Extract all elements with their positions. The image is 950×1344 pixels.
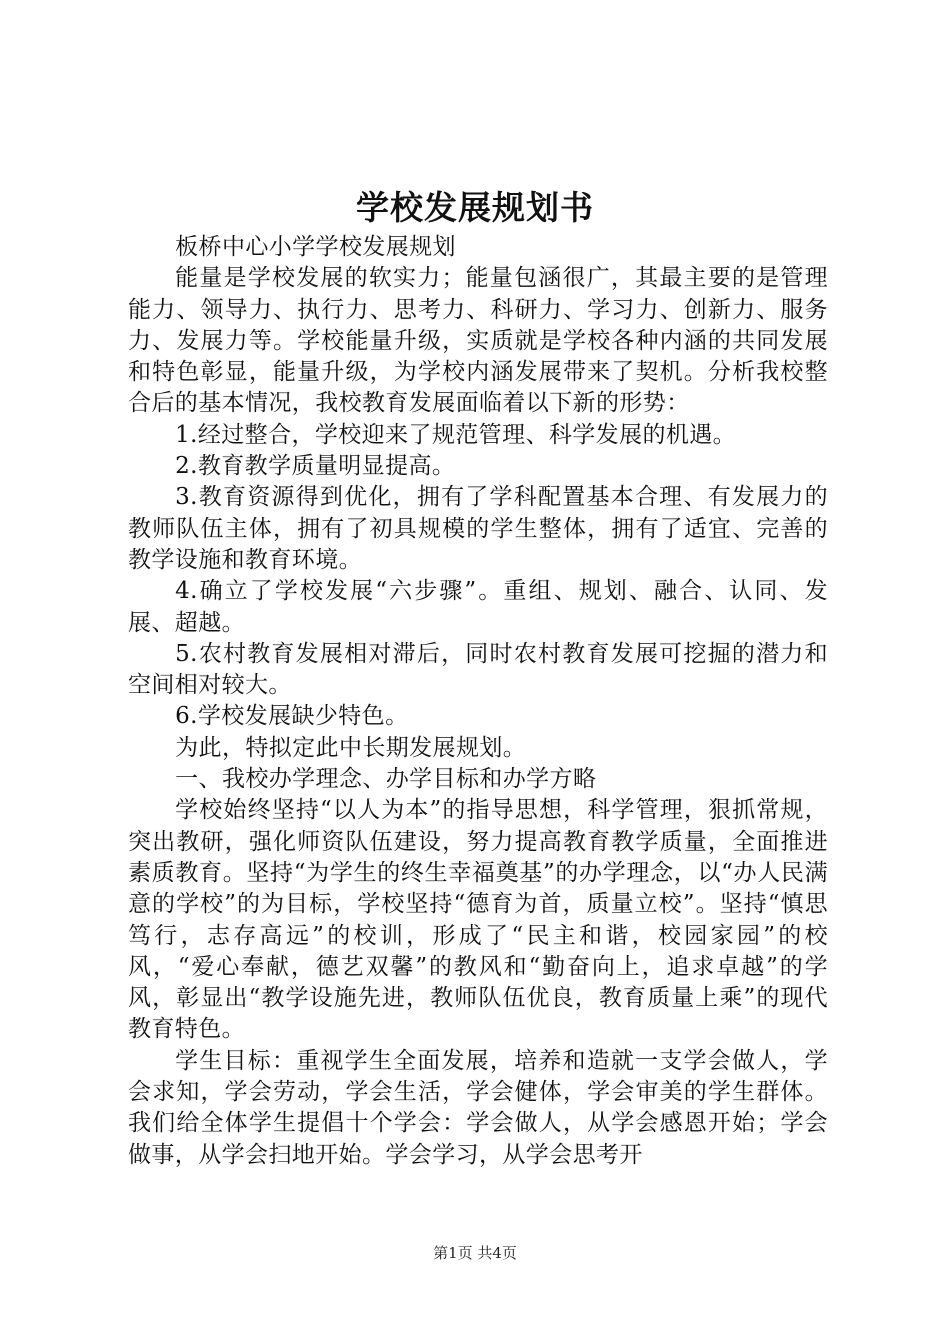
page-footer: 第1页 共4页 xyxy=(433,1244,517,1262)
paragraph-item-1: 1.经过整合，学校迎来了规范管理、科学发展的机遇。 xyxy=(175,421,737,448)
paragraph-intro: 能量是学校发展的软实力；能量包涵很广，其最主要的是管理能力、领导力、执行力、思考力、科研力、学习力、创新力、服务力、发展力等。学校能量升级，实质就是学校各种内涵的共同发展和特色彰显，能量升级，为学校内涵发展带来了契机。分析我校整合后的基本情况，我校教育发展面临着以下新的形势： xyxy=(128,265,828,417)
document-body xyxy=(128,232,828,1171)
document-title: 学校发展规划书 xyxy=(356,188,594,227)
paragraph-item-3: 3.教育资源得到优化，拥有了学科配置基本合理、有发展力的教师队伍主体，拥有了初具规模的学生整体，拥有了适宜、完善的教学设施和教育环境。 xyxy=(128,484,828,573)
paragraph-philosophy: 学校始终坚持“以人为本”的指导思想，科学管理，狠抓常规，突出教研，强化师资队伍建设，努力提高教育教学质量，全面推进素质教育。坚持“为学生的终生幸福奠基”的办学理念，以“办人民满意的学校”的为目标，学校坚持“德育为首，质量立校”。坚持“慎思笃行，志存高远”的校训，形成了“民主和谐，校园家园”的校风，“爱心奉献，德艺双馨”的教风和“勤奋向上，追求卓越”的学风，彰显出“教学设施先进，教师队伍优良，教育质量上乘”的现代教育特色。 xyxy=(128,797,828,1043)
paragraph-subtitle: 板桥中心小学学校发展规划 xyxy=(175,234,456,260)
paragraph-item-5: 5.农村教育发展相对滞后，同时农村教育发展可挖掘的潜力和空间相对较大。 xyxy=(128,640,828,699)
paragraph-item-6: 6.学校发展缺少特色。 xyxy=(175,703,409,730)
paragraph-conclusion: 为此，特拟定此中长期发展规划。 xyxy=(175,734,527,761)
section-heading-1: 一、我校办学理念、办学目标和办学方略 xyxy=(175,766,597,793)
paragraph-student-goals: 学生目标：重视学生全面发展，培养和造就一支学会做人，学会求知，学会劳动，学会生活，学会健体，学会审美的学生群体。我们给全体学生提倡十个学会：学会做人，从学会感恩开始；学会做事，从学会扫地开始。学会学习，从学会思考开 xyxy=(128,1047,828,1168)
paragraph-item-2: 2.教育教学质量明显提高。 xyxy=(175,453,456,480)
paragraph-item-4: 4.确立了学校发展“六步骤”。重组、规划、融合、认同、发展、超越。 xyxy=(128,578,828,636)
